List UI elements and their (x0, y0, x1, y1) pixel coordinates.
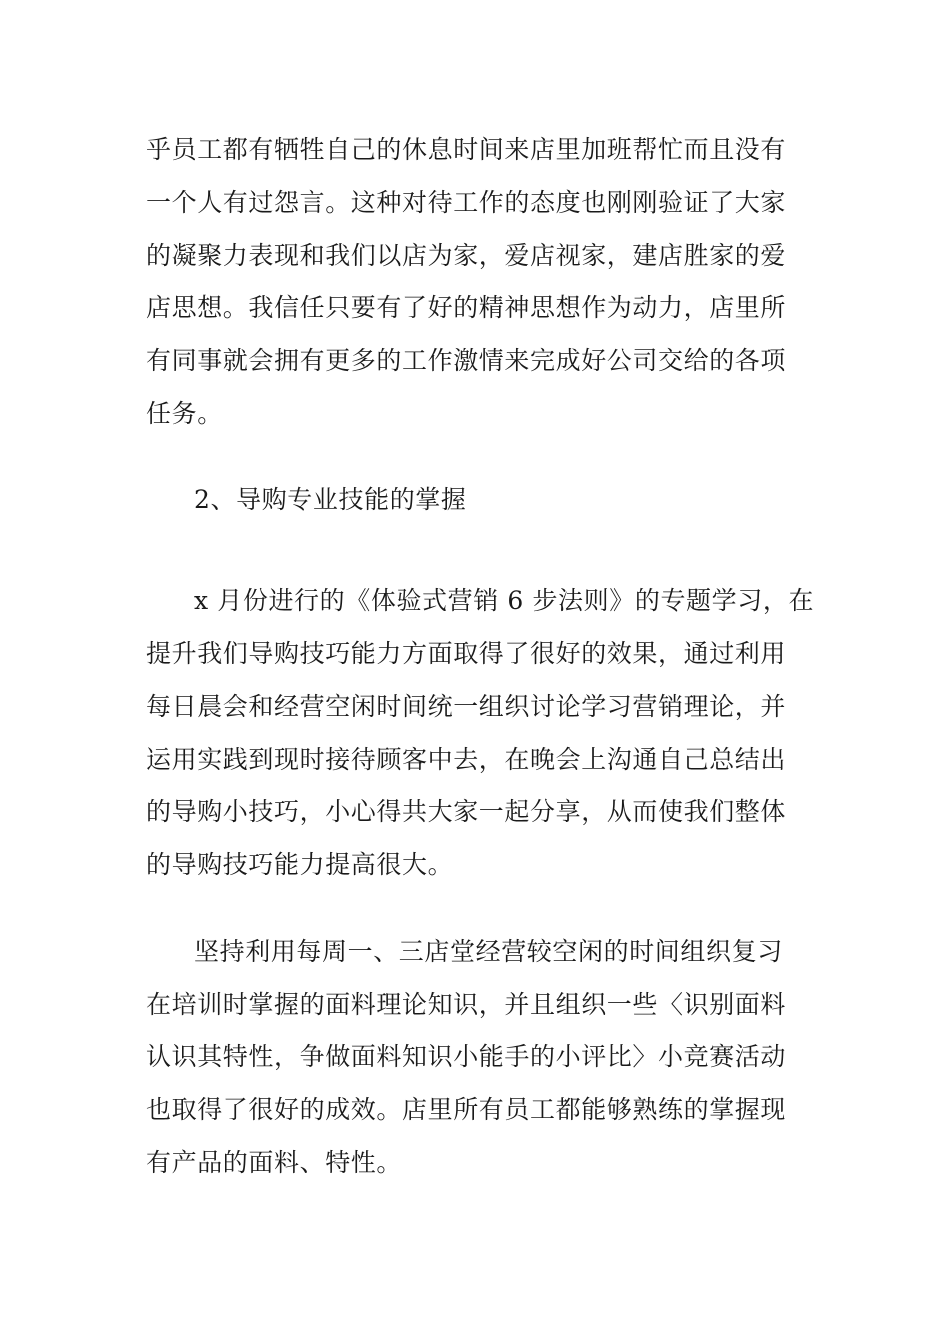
paragraph-1-line-3: 的凝聚力表现和我们以店为家，爱店视家，建店胜家的爱 (146, 241, 787, 270)
paragraph-3-line-1: 坚持利用每周一、三店堂经营较空闲的时间组织复习 (194, 937, 783, 966)
paragraph-2-line-2: 提升我们导购技巧能力方面取得了很好的效果，通过利用 (146, 639, 787, 668)
paragraph-1-line-4: 店思想。我信任只要有了好的精神思想作为动力，店里所 (146, 293, 787, 322)
section-heading: 2、导购专业技能的掌握 (194, 485, 467, 514)
paragraph-2-line-1: x 月份进行的《体验式营销 6 步法则》的专题学习，在 (194, 586, 815, 615)
paragraph-3-line-5: 有产品的面料、特性。 (146, 1148, 403, 1177)
paragraph-2-line-5: 的导购小技巧，小心得共大家一起分享，从而使我们整体 (146, 797, 787, 826)
paragraph-1-line-5: 有同事就会拥有更多的工作激情来完成好公司交给的各项 (146, 346, 787, 375)
paragraph-1-line-6: 任务。 (146, 399, 223, 428)
paragraph-2-line-6: 的导购技巧能力提高很大。 (146, 850, 454, 879)
paragraph-1-line-2: 一个人有过怨言。这种对待工作的态度也刚刚验证了大家 (146, 188, 787, 217)
paragraph-3-line-4: 也取得了很好的成效。店里所有员工都能够熟练的掌握现 (146, 1095, 787, 1124)
paragraph-3-line-2: 在培训时掌握的面料理论知识，并且组织一些〈识别面料 (146, 990, 787, 1019)
paragraph-2-line-3: 每日晨会和经营空闲时间统一组织讨论学习营销理论，并 (146, 692, 787, 721)
paragraph-3-line-3: 认识其特性，争做面料知识小能手的小评比〉小竞赛活动 (146, 1042, 787, 1071)
paragraph-1-line-1: 乎员工都有牺牲自己的休息时间来店里加班帮忙而且没有 (146, 135, 787, 164)
paragraph-2-line-4: 运用实践到现时接待顾客中去，在晚会上沟通自己总结出 (146, 745, 787, 774)
